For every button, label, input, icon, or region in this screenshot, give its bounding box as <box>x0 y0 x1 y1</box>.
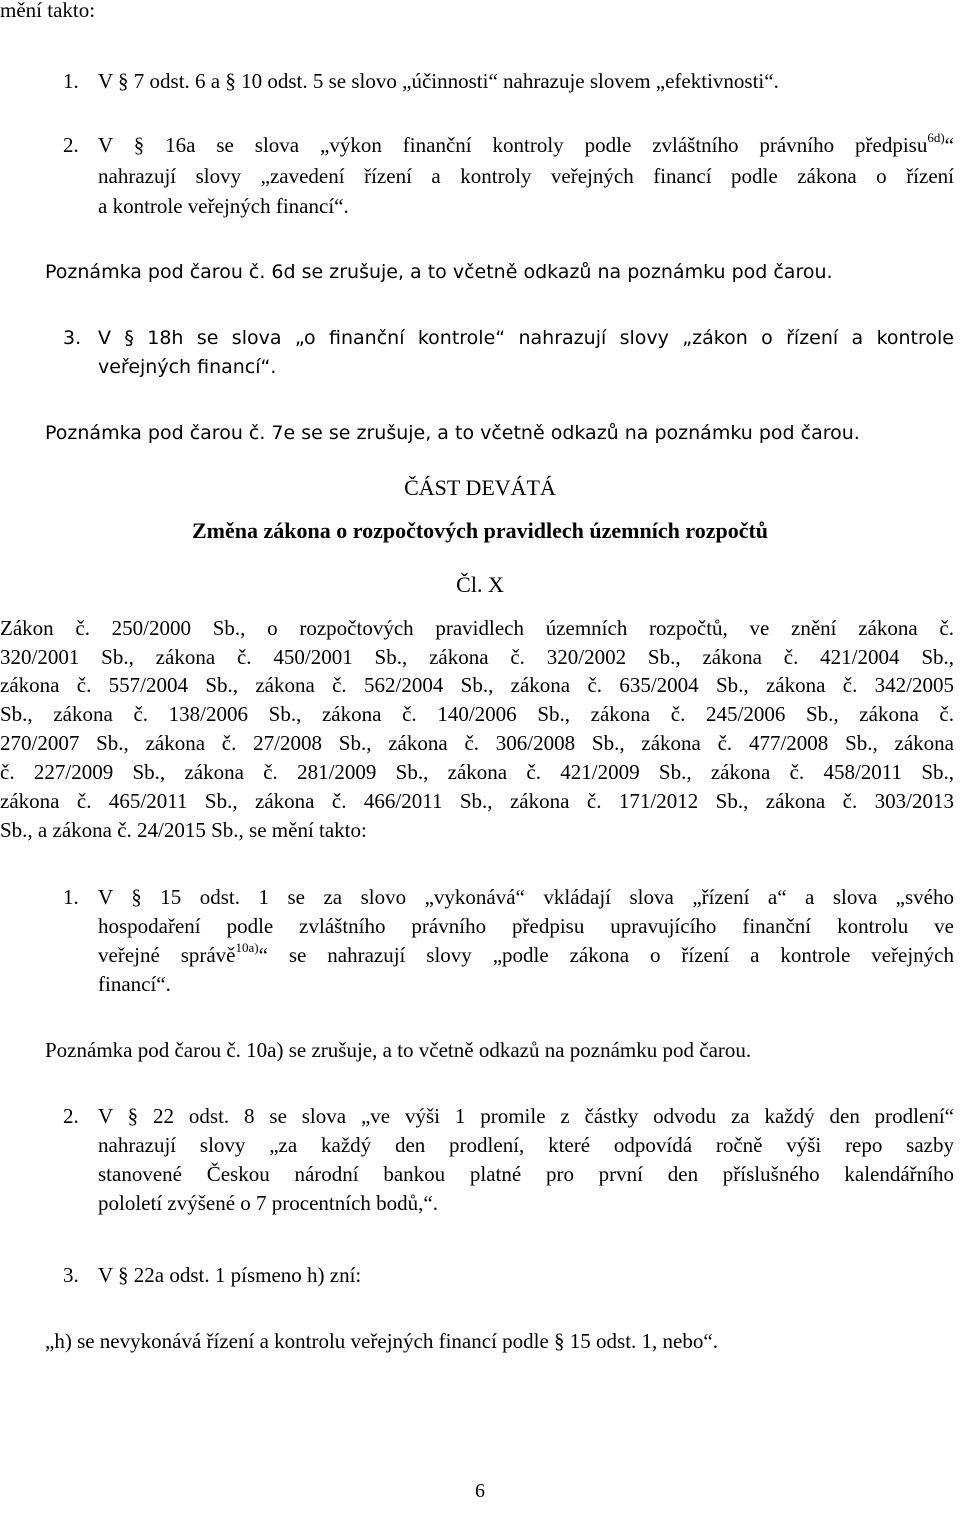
item-number: 1. <box>63 69 79 93</box>
item-number: 1. <box>63 885 79 909</box>
item-text-line: hospodaření podle zvláštního právního předpisu upravujícího finanční kontrolu ve <box>98 914 954 938</box>
item-text-segment: V § 16a se slova „výkon finanční kontroly podle zvláštního právního předpisu <box>98 133 928 157</box>
law-paragraph-line: č. 227/2009 Sb., zákona č. 281/2009 Sb., zákona č. 421/2009 Sb., zákona č. 458/2011 Sb., <box>0 760 954 784</box>
law-paragraph-line: zákona č. 557/2004 Sb., zákona č. 562/2004 Sb., zákona č. 635/2004 Sb., zákona č. 342/2005 <box>0 673 954 697</box>
item-text-line: V § 15 odst. 1 se za slovo „vykonává“ vkládají slova „řízení a“ a slova „svého <box>98 885 954 909</box>
item-text-line: financí“. <box>98 972 171 996</box>
quoted-provision: „h) se nevykonává řízení a kontrolu veřejných financí podle § 15 odst. 1, nebo“. <box>45 1329 718 1353</box>
item-number: 3. <box>63 1263 79 1287</box>
article-heading: Čl. X <box>456 572 504 597</box>
item-text-line <box>98 941 954 970</box>
part-heading: ČÁST DEVÁTÁ <box>404 475 556 500</box>
item-text-line: pololetí zvýšené o 7 procentních bodů,“. <box>98 1191 438 1215</box>
item-text-line: V § 22 odst. 8 se slova „ve výši 1 promile z částky odvodu za každý den prodlení“ <box>98 1104 954 1128</box>
item-number: 3. <box>63 327 82 349</box>
footnote-removal-note: Poznámka pod čarou č. 6d se zrušuje, a to včetně odkazů na poznámku pod čarou. <box>45 261 833 283</box>
item-text-segment: veřejné správě <box>98 943 236 967</box>
law-paragraph-line: 270/2007 Sb., zákona č. 27/2008 Sb., zákona č. 306/2008 Sb., zákona č. 477/2008 Sb., zákona <box>0 731 954 755</box>
law-paragraph-line: zákona č. 465/2011 Sb., zákona č. 466/2011 Sb., zákona č. 171/2012 Sb., zákona č. 303/2013 <box>0 789 954 813</box>
footnote-removal-note: Poznámka pod čarou č. 10a) se zrušuje, a to včetně odkazů na poznámku pod čarou. <box>45 1038 752 1062</box>
item-text-line: stanovené Českou národní bankou platné pro první den příslušného kalendářního <box>98 1162 954 1186</box>
footnote-ref: 6d) <box>927 130 945 145</box>
item-text-line: veřejných financí“. <box>98 356 277 378</box>
part-title: Změna zákona o rozpočtových pravidlech územních rozpočtů <box>191 518 769 543</box>
item-number: 2. <box>63 1104 79 1128</box>
item-text-line: V § 18h se slova „o finanční kontrole“ nahrazují slovy „zákon o řízení a kontrole <box>98 327 954 349</box>
footnote-removal-note: Poznámka pod čarou č. 7e se se zrušuje, a to včetně odkazů na poznámku pod čarou. <box>45 422 860 444</box>
law-paragraph-line: Sb., a zákona č. 24/2015 Sb., se mění takto: <box>0 818 367 842</box>
item-text-line: a kontrole veřejných financí“. <box>98 194 349 218</box>
item-number: 2. <box>63 133 79 157</box>
item-text-segment: “ <box>944 133 954 157</box>
intro-text: mění takto: <box>0 0 96 22</box>
law-paragraph-line: 320/2001 Sb., zákona č. 450/2001 Sb., zákona č. 320/2002 Sb., zákona č. 421/2004 Sb., <box>0 645 954 669</box>
law-paragraph-line: Sb., zákona č. 138/2006 Sb., zákona č. 140/2006 Sb., zákona č. 245/2006 Sb., zákona č. <box>0 702 954 726</box>
item-text-line: V § 22a odst. 1 písmeno h) zní: <box>98 1263 362 1287</box>
footnote-ref: 10a) <box>235 940 259 955</box>
item-text: V § 7 odst. 6 a § 10 odst. 5 se slovo „účinnosti“ nahrazuje slovem „efektivnosti“. <box>98 69 779 93</box>
item-text-line <box>98 131 954 160</box>
page-number: 6 <box>475 1480 485 1502</box>
law-paragraph-line: Zákon č. 250/2000 Sb., o rozpočtových pravidlech územních rozpočtů, ve znění zákona č. <box>0 616 954 640</box>
item-text-segment: “ se nahrazují slovy „podle zákona o řízení a kontrole veřejných <box>258 943 954 967</box>
item-text-line: nahrazují slovy „za každý den prodlení, které odpovídá ročně výši repo sazby <box>98 1133 954 1157</box>
item-text-line: nahrazují slovy „zavedení řízení a kontroly veřejných financí podle zákona o řízení <box>98 164 954 188</box>
